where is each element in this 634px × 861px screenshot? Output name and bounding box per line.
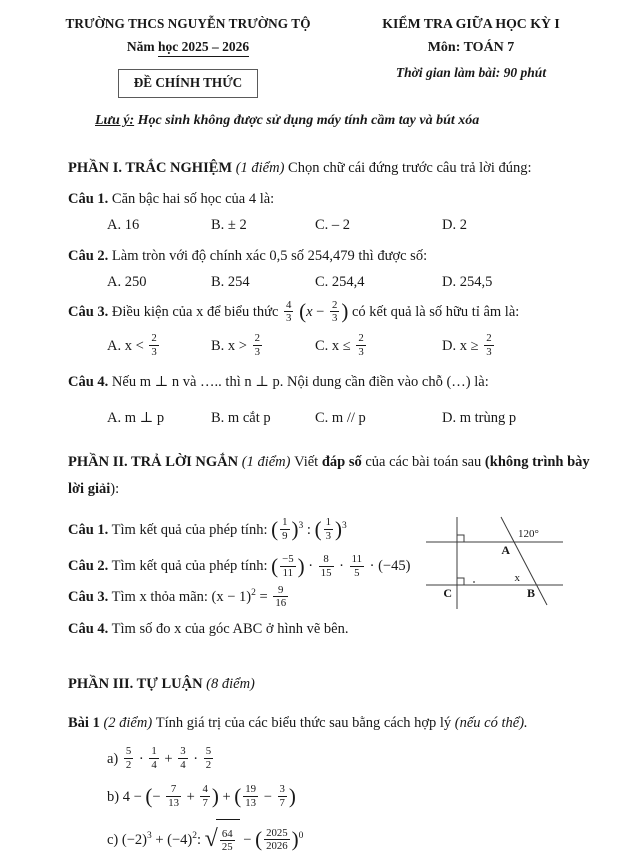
exam-note: Lưu ý: Học sinh không được sử dụng máy tính cầm tay và bút xóa	[95, 113, 480, 128]
part1-question3-options	[68, 330, 604, 362]
part1-question4-options	[68, 407, 604, 429]
official-exam-box: ĐỀ CHÍNH THỨC	[118, 69, 258, 98]
bai1-expression-b: b) 4 − (− $\frac{7}{13}$ + $\frac{4}{7}$ ) + ( $\frac{19}{13}$ − $\frac{3}{7}$ )	[107, 783, 296, 809]
school-name: TRƯỜNG THCS NGUYỄN TRƯỜNG TỘ	[65, 16, 311, 31]
part1-question2: Câu 2. Làm tròn với độ chính xác 0,5 số 254,479 thì được số:	[68, 248, 428, 264]
option-c: C. 254,4	[315, 274, 365, 290]
part1-question3: Câu 3. Điều kiện của x để biểu thức $\frac{4}{3}$ (x − $\frac{2}{3}$ ) có kết quả là số hữu tỉ âm là:	[68, 298, 520, 325]
school-year-underlined: học 2025 – 2026	[158, 39, 249, 57]
option-b: B. 254	[211, 274, 250, 290]
option-b: B. x > $\frac{2}{3}$	[211, 332, 261, 358]
option-a: A. x < $\frac{2}{3}$	[107, 332, 157, 358]
part2-question2: Câu 2. Tìm kết quả của phép tính: ( $\frac{-5}{11}$ ) · $\frac{8}{15}$ · $\frac{11}{5}$ · (−45)	[68, 553, 411, 579]
angle-x-label: x	[514, 572, 520, 584]
part2-heading-line2: lời giải):	[68, 480, 120, 497]
option-b: B. ± 2	[211, 217, 247, 233]
option-b: B. m cắt p	[211, 409, 271, 426]
part3-heading: PHẦN III. TỰ LUẬN (8 điểm)	[68, 675, 255, 692]
exam-title: KIỂM TRA GIỮA HỌC KỲ I	[382, 16, 560, 31]
point-b-label: B	[526, 586, 535, 600]
right-angle-mark-top	[457, 535, 464, 542]
option-c: C. – 2	[315, 217, 351, 233]
header-right	[336, 16, 606, 98]
part1-question2-options	[68, 271, 604, 293]
part2-heading-line1: PHẦN II. TRẢ LỜI NGẮN (1 điểm) Viết đáp số của các bài toán sau (không trình bày	[68, 453, 590, 470]
option-c: C. m // p	[315, 409, 366, 426]
school-year-prefix: Năm	[126, 39, 158, 54]
point-c-label: C	[443, 586, 452, 600]
figure-dot	[473, 581, 475, 583]
part1-question1-options	[68, 214, 604, 236]
option-c: C. x ≤ $\frac{2}{3}$	[315, 332, 364, 358]
angle-120-label: 120°	[518, 528, 539, 540]
geometry-figure	[423, 497, 633, 632]
school-year	[40, 39, 336, 55]
point-a-label: A	[501, 543, 510, 557]
part2-question4: Câu 4. Tìm số đo x của góc ABC ở hình vẽ bên.	[68, 620, 349, 637]
option-d: D. m trùng p	[442, 409, 517, 426]
header-left	[40, 16, 336, 98]
option-a: A. 16	[107, 217, 140, 233]
part3-bai1: Bài 1 (2 điểm) Tính giá trị của các biểu thức sau bằng cách hợp lý (nếu có thể).	[68, 714, 528, 731]
part1-heading: PHẦN I. TRẮC NGHIỆM (1 điểm) Chọn chữ cái đứng trước câu trả lời đúng:	[68, 160, 532, 176]
part2-question1: Câu 1. Tìm kết quả của phép tính: ( $\frac{1}{9}$ )$^3$ : ( $\frac{1}{3}$ )$^3$	[68, 516, 347, 542]
bai1-expression-a: a) $\frac{5}{2}$ · $\frac{1}{4}$ + $\frac{3}{4}$ · $\frac{5}{2}$	[107, 745, 212, 771]
bai1-expression-c: c) $(-2)^3 + (-4)^2$: √ $\frac{64}{25}$ − ( $\frac{2025}{2026}$ )$^0$	[68, 820, 604, 861]
option-d: D. 2	[442, 217, 467, 233]
exam-duration: Thời gian làm bài: 90 phút	[395, 65, 547, 80]
header	[0, 0, 634, 98]
exam-subject: Môn: TOÁN 7	[427, 40, 515, 55]
option-d: D. x ≥ $\frac{2}{3}$	[442, 332, 492, 358]
option-a: A. 250	[107, 274, 147, 290]
part1-question4: Câu 4. Nếu m ⊥ n và ….. thì n ⊥ p. Nội dung cần điền vào chỗ (…) là:	[68, 373, 489, 390]
part2-question3: Câu 3. Tìm x thỏa mãn: $(x - 1)^2$ = $\frac{9}{16}$	[68, 583, 287, 610]
part1-question1: Câu 1. Căn bậc hai số học của 4 là:	[68, 191, 275, 207]
option-d: D. 254,5	[442, 274, 493, 290]
part2-heading	[68, 449, 604, 503]
right-angle-mark-bottom	[457, 578, 464, 585]
option-a: A. m ⊥ p	[107, 409, 165, 426]
